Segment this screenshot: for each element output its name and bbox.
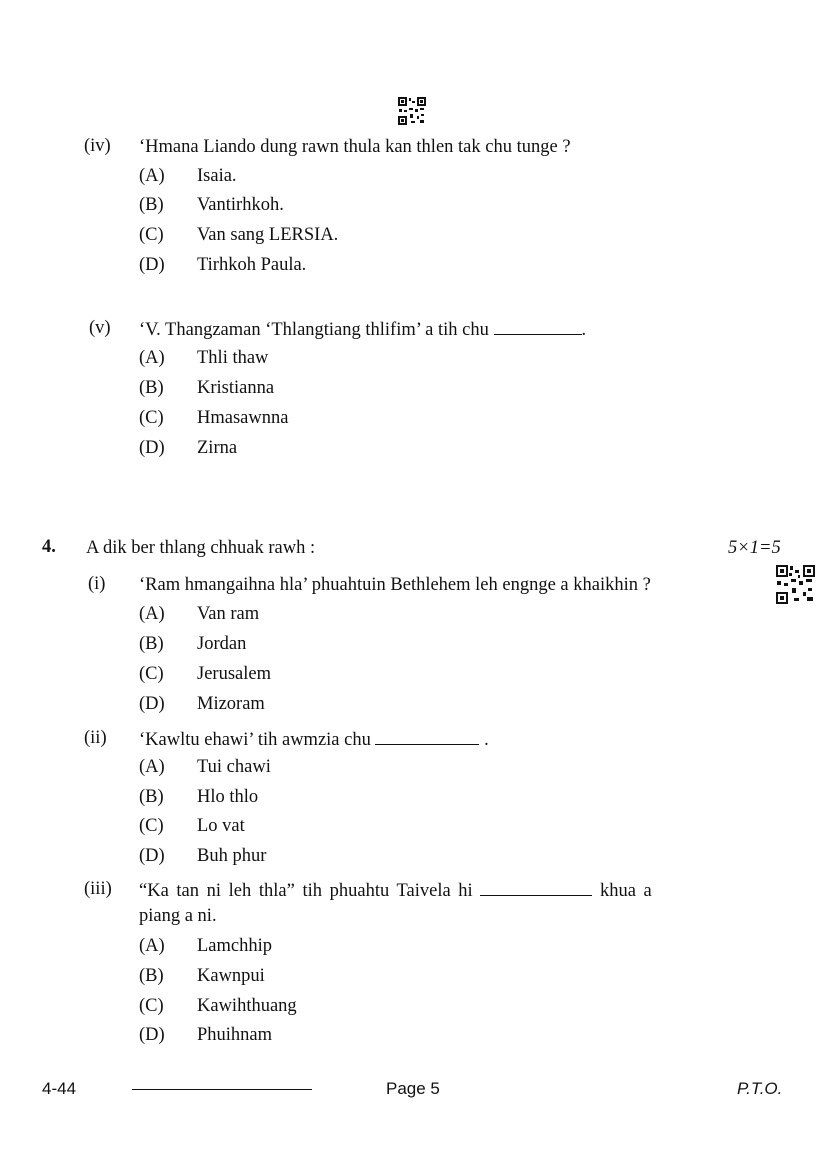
question-text-before: ‘Kawltu ehawi’ tih awmzia chu [139,730,371,750]
paper-code: 4-44 [42,1079,77,1098]
question-text-line2: piang a ni. [139,906,217,926]
question-text-after: . [484,730,489,750]
option-label: (A) [139,936,165,956]
option-label: (C) [139,225,164,245]
option-text: Zirna [197,438,238,458]
option-label: (A) [139,348,165,368]
question-text: ‘Hmana Liando dung rawn thula kan thlen tak chu tunge ? [139,137,571,157]
marks: 5×1=5 [728,538,781,558]
option-label: (C) [139,816,164,836]
option-label: (A) [139,604,165,624]
qr-code-top [398,97,426,125]
qr-code-side [776,565,815,604]
option-text: Isaia. [197,166,237,186]
option-text: Kawnpui [197,966,265,986]
footer-divider [132,1089,312,1090]
question-number: (ii) [84,728,107,748]
option-label: (B) [139,195,164,215]
option-label: (B) [139,378,164,398]
option-text: Jordan [197,634,247,654]
option-text: Vantirhkoh. [197,195,284,215]
page-number: Page 5 [386,1079,440,1098]
option-label: (C) [139,408,164,428]
answer-blank [480,879,592,896]
option-text: Kawihthuang [197,996,297,1016]
option-text: Lo vat [197,816,245,836]
question-number: (iv) [84,136,111,156]
option-label: (D) [139,255,165,275]
question-instruction: A dik ber thlang chhuak rawh : [86,538,316,558]
question-text [139,318,586,341]
option-text: Jerusalem [197,664,271,684]
option-label: (D) [139,694,165,714]
option-text: Phuihnam [197,1025,273,1045]
question-number: (v) [89,318,111,338]
option-text: Tirhkoh Paula. [197,255,307,275]
question-text-before: ‘V. Thangzaman ‘Thlangtiang thlifim’ a tih chu [139,320,489,340]
option-text: Hlo thlo [197,787,259,807]
answer-blank [494,318,582,335]
question-text [139,879,652,902]
answer-blank [375,728,479,745]
option-text: Van ram [197,604,260,624]
question-text [139,728,489,751]
option-text: Hmasawnna [197,408,289,428]
question-text: ‘Ram hmangaihna hla’ phuahtuin Bethlehem leh engnge a khaikhin ? [139,575,651,595]
option-text: Lamchhip [197,936,273,956]
option-label: (C) [139,664,164,684]
pto-label: P.T.O. [737,1079,783,1098]
option-label: (B) [139,966,164,986]
option-label: (B) [139,634,164,654]
question-number: 4. [42,537,56,557]
option-text: Buh phur [197,846,267,866]
option-text: Van sang LERSIA. [197,225,339,245]
option-text: Kristianna [197,378,275,398]
question-text-after: khua a [599,881,652,901]
option-text: Mizoram [197,694,265,714]
question-text-after: . [581,320,587,340]
option-label: (D) [139,1025,165,1045]
option-label: (D) [139,438,165,458]
option-label: (A) [139,757,165,777]
question-number: (iii) [84,879,112,899]
option-text: Tui chawi [197,757,271,777]
option-label: (C) [139,996,164,1016]
question-text-before: “Ka tan ni leh thla” tih phuahtu Taivela hi [139,881,473,901]
option-label: (D) [139,846,165,866]
option-label: (B) [139,787,164,807]
question-number: (i) [88,574,106,594]
option-label: (A) [139,166,165,186]
option-text: Thli thaw [197,348,269,368]
